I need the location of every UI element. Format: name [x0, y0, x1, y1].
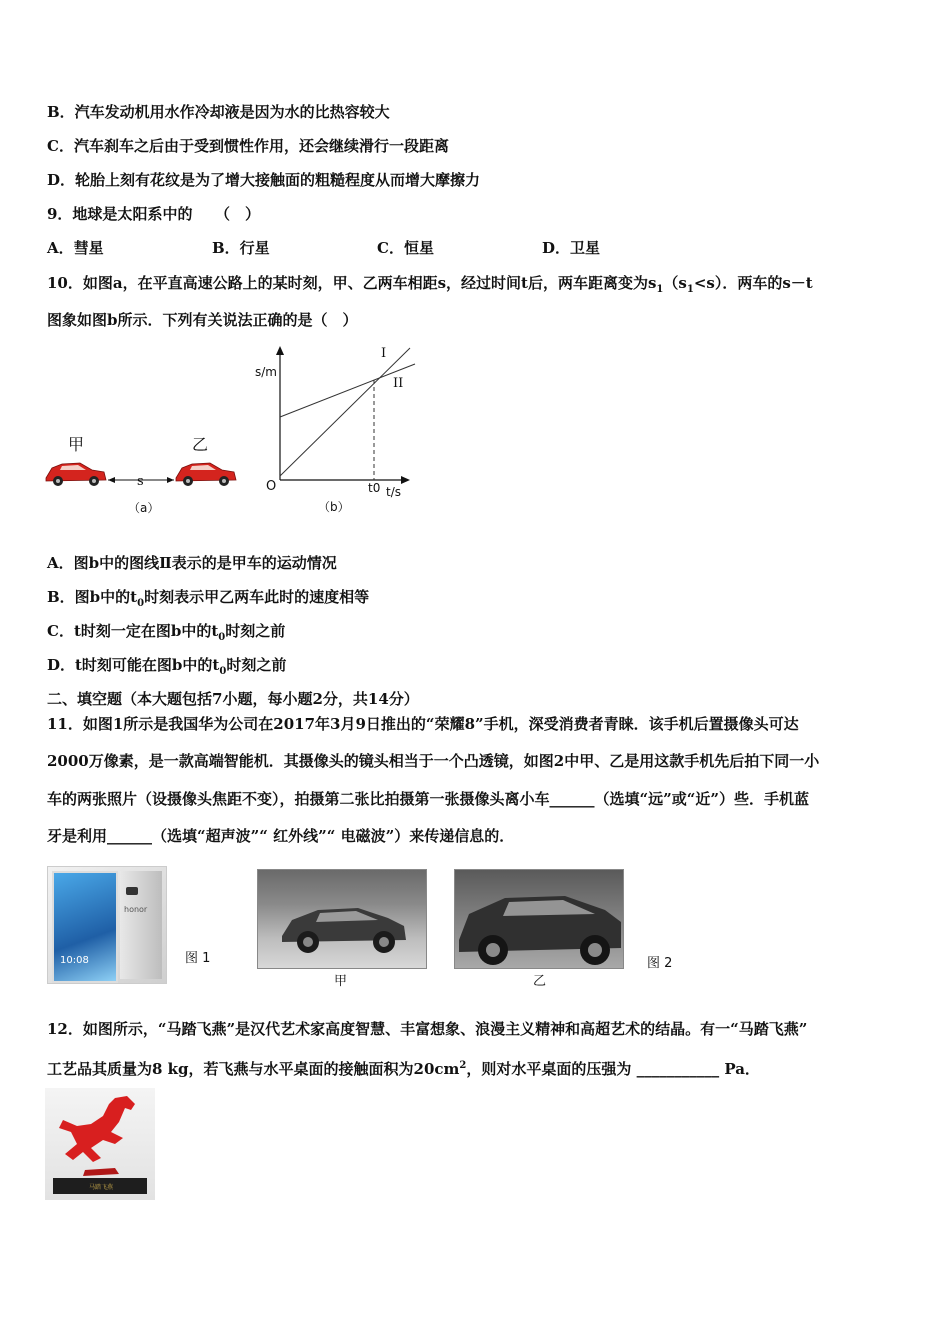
- q10-figure-b: [250, 340, 430, 525]
- section-heading: 二、填空题（本大题包括7小题，每小题2分，共14分）: [47, 690, 419, 708]
- fig1-caption: 图 1: [185, 951, 211, 966]
- q11-line1: 11．如图1所示是我国华为公司在2017年3月9日推出的“荣耀8”手机，深受消费者青睐．该手机后置摄像头可达: [47, 715, 799, 733]
- q10-option-d: D．t时刻可能在图b中的$t_0$时刻之前: [47, 656, 287, 677]
- phone-screen: [52, 871, 118, 983]
- q9-option-c: C．恒星: [377, 239, 434, 257]
- q8-option-b: B．汽车发动机用水作冷却液是因为水的比热容较大: [47, 103, 390, 121]
- q9-stem: 9．地球是太阳系中的 （ ）: [47, 205, 260, 223]
- car-yi-icon: [455, 870, 623, 968]
- origin-label: O: [266, 479, 277, 494]
- photo-yi-label: 乙: [533, 974, 547, 989]
- figure-b-caption: （b）: [318, 500, 350, 514]
- q11-line3: 车的两张照片（设摄像头焦距不变），拍摄第二张比拍摄第一张摄像头离小车______（选填“远”或“近”）些．手机蓝: [47, 790, 810, 808]
- t0-label: t0: [368, 481, 381, 495]
- car-photo-jia: [257, 869, 427, 969]
- camera-icon: [126, 887, 138, 895]
- q10-option-b: B．图b中的$t_0$时刻表示甲乙两车此时的速度相等: [47, 588, 370, 609]
- q10-stem-line2: 图象如图b所示．下列有关说法正确的是（ ）: [47, 311, 358, 329]
- q9-option-a: A．彗星: [47, 239, 104, 257]
- q10-option-a: A．图b中的图线Ⅱ表示的是甲车的运动情况: [47, 554, 337, 572]
- distance-label: s: [137, 474, 144, 489]
- statue-base-text: 马踏飞燕: [89, 1184, 114, 1191]
- phone-image: [47, 866, 167, 984]
- car-left-icon: [46, 463, 106, 486]
- phone-back: [120, 871, 162, 979]
- q9-option-d: D．卫星: [542, 239, 601, 257]
- horse-icon: [45, 1088, 155, 1200]
- phone-time: 10:08: [60, 955, 89, 966]
- q11-line4: 牙是利用______（选填“超声波”“ 红外线”“ 电磁波”）来传递信息的．: [47, 827, 515, 845]
- car-left-label: 甲: [68, 435, 85, 454]
- car-photo-yi: [454, 869, 624, 969]
- line-i-label: I: [381, 346, 387, 361]
- car-right-label: 乙: [192, 435, 209, 454]
- q12-line2: 工艺品其质量为8 kg，若飞燕与水平桌面的接触面积为$20cm^2$，则对水平桌面的压强为 ___________ Pa．: [47, 1060, 760, 1078]
- car-right-icon: [176, 463, 236, 486]
- x-axis-label: t/s: [386, 485, 401, 499]
- phone-brand: honor: [124, 905, 148, 914]
- y-axis-label: s/m: [255, 365, 277, 379]
- q8-option-c: C．汽车刹车之后由于受到惯性作用，还会继续滑行一段距离: [47, 137, 449, 155]
- fig2-caption: 图 2: [647, 956, 673, 971]
- horse-statue-image: [45, 1088, 155, 1200]
- photo-jia-label: 甲: [334, 974, 348, 989]
- q10-option-c: C．t时刻一定在图b中的$t_0$时刻之前: [47, 622, 286, 643]
- line-i: [280, 348, 410, 476]
- car-jia-icon: [258, 870, 426, 968]
- q11-line2: 2000万像素，是一款高端智能机．其摄像头的镜头相当于一个凸透镜，如图2中甲、乙是用这款手机先后拍下同一小: [47, 752, 820, 770]
- q10-figure-a: [40, 430, 250, 525]
- q8-option-d: D．轮胎上刻有花纹是为了增大接触面的粗糙程度从而增大摩擦力: [47, 171, 481, 189]
- q12-line1: 12．如图所示，“马踏飞燕”是汉代艺术家高度智慧、丰富想象、浪漫主义精神和高超艺术的结晶。有一“马踏飞燕”: [47, 1020, 808, 1038]
- q10-stem-line1: 10．如图a，在平直高速公路上的某时刻，甲、乙两车相距s，经过时间t后，两车距离变为$s_1(s_1<s)$．两车的s－t: [47, 274, 813, 295]
- line-ii-label: II: [393, 376, 404, 391]
- q9-option-b: B．行星: [212, 239, 270, 257]
- figure-a-caption: （a）: [128, 501, 160, 515]
